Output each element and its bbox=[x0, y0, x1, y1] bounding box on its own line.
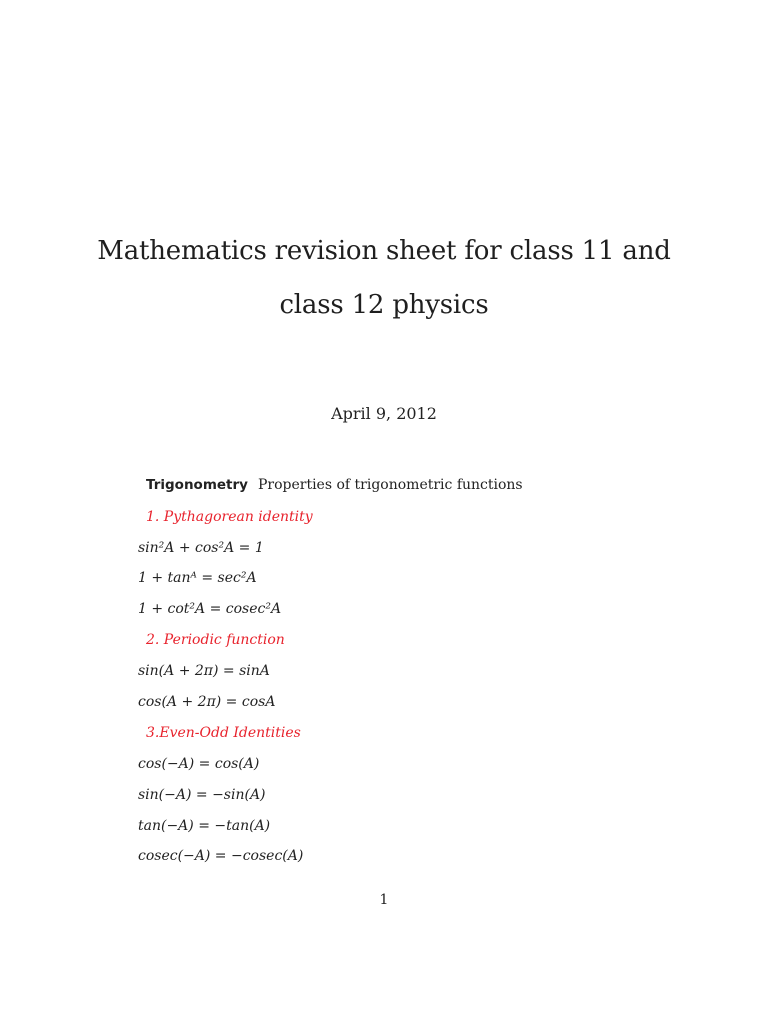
formula-periodic-1: sin(A + 2π) = sinA bbox=[138, 663, 270, 679]
section-subtitle: Properties of trigonometric functions bbox=[257, 477, 523, 493]
document-date: April 9, 2012 bbox=[331, 404, 437, 423]
formula-pythagorean-2: 1 + tanᴬ = sec²A bbox=[138, 570, 257, 586]
formula-pythagorean-1: sin²A + cos²A = 1 bbox=[138, 540, 264, 556]
subsection-even-odd-identities: 3.Even-Odd Identities bbox=[146, 725, 301, 741]
formula-pythagorean-3: 1 + cot²A = cosec²A bbox=[138, 601, 282, 617]
formula-periodic-2: cos(A + 2π) = cosA bbox=[138, 694, 276, 710]
formula-even-odd-1: cos(−A) = cos(A) bbox=[138, 756, 260, 772]
subsection-pythagorean-identity: 1. Pythagorean identity bbox=[146, 509, 313, 525]
formula-even-odd-4: cosec(−A) = −cosec(A) bbox=[138, 848, 304, 864]
page-number: 1 bbox=[379, 892, 389, 908]
formula-even-odd-2: sin(−A) = −sin(A) bbox=[138, 787, 266, 803]
section-heading bbox=[146, 477, 523, 493]
document-title-line-2: class 12 physics bbox=[279, 290, 489, 320]
formula-even-odd-3: tan(−A) = −tan(A) bbox=[138, 818, 271, 834]
subsection-periodic-function: 2. Periodic function bbox=[146, 632, 285, 648]
document-title-line-1: Mathematics revision sheet for class 11 and bbox=[97, 236, 671, 266]
section-title: Trigonometry bbox=[146, 477, 248, 493]
